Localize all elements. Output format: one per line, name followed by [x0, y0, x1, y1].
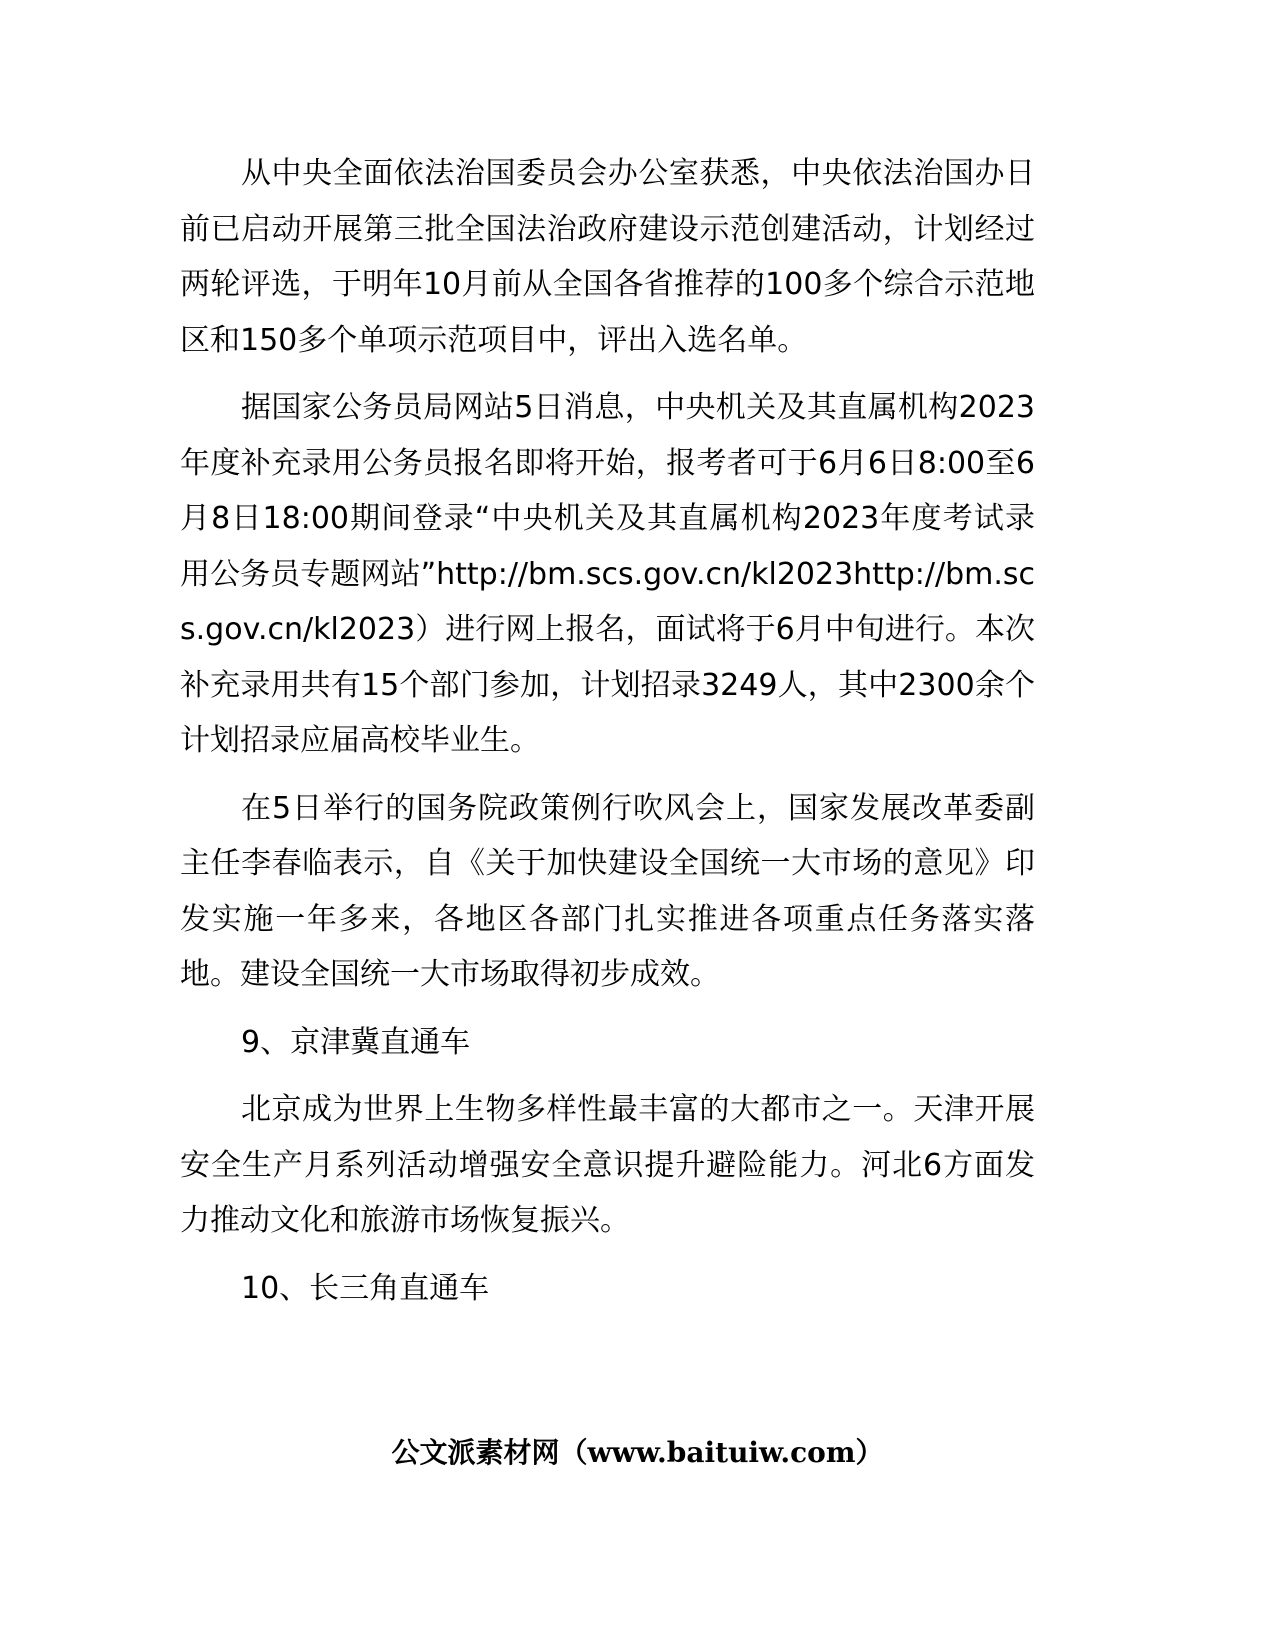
paragraph-civil-servant-recruitment: 据国家公务员局网站5日消息，中央机关及其直属机构2023年度补充录用公务员报名即将开始，报考者可于6月6日8:00至6月8日18:00期间登录“中央机关及其直属机构2023年度考试录用公务员专题网站”http://bm.scs.gov.cn/kl2023http://bm.scs.gov.cn/kl2023）进行网上报名，面试将于6月中旬进行。本次补充录用共有15个部门参加，计划招录3249人，其中2300余个计划招录应届高校毕业生。: [180, 390, 1035, 758]
section-heading-jingjinji: 9、京津冀直通车: [241, 1024, 471, 1060]
footer-watermark-text: 公文派素材网（www.baituiw.com）: [391, 1436, 884, 1469]
paragraph-unified-market: 在5日举行的国务院政策例行吹风会上，国家发展改革委副主任李春临表示，自《关于加快建设全国统一大市场的意见》印发实施一年多来，各地区各部门扎实推进各项重点任务落实落地。建设全国统一大市场取得初步成效。: [180, 790, 1035, 992]
paragraph-jingjinji: 北京成为世界上生物多样性最丰富的大都市之一。天津开展安全生产月系列活动增强安全意识提升避险能力。河北6方面发力推动文化和旅游市场恢复振兴。: [180, 1092, 1035, 1238]
paragraph-legal-government: 从中央全面依法治国委员会办公室获悉，中央依法治国办日前已启动开展第三批全国法治政府建设示范创建活动，计划经过两轮评选，于明年10月前从全国各省推荐的100多个综合示范地区和150多个单项示范项目中，评出入选名单。: [180, 156, 1035, 358]
section-heading-yangtze-delta: 10、长三角直通车: [241, 1270, 490, 1306]
document-body: [180, 146, 1035, 1316]
